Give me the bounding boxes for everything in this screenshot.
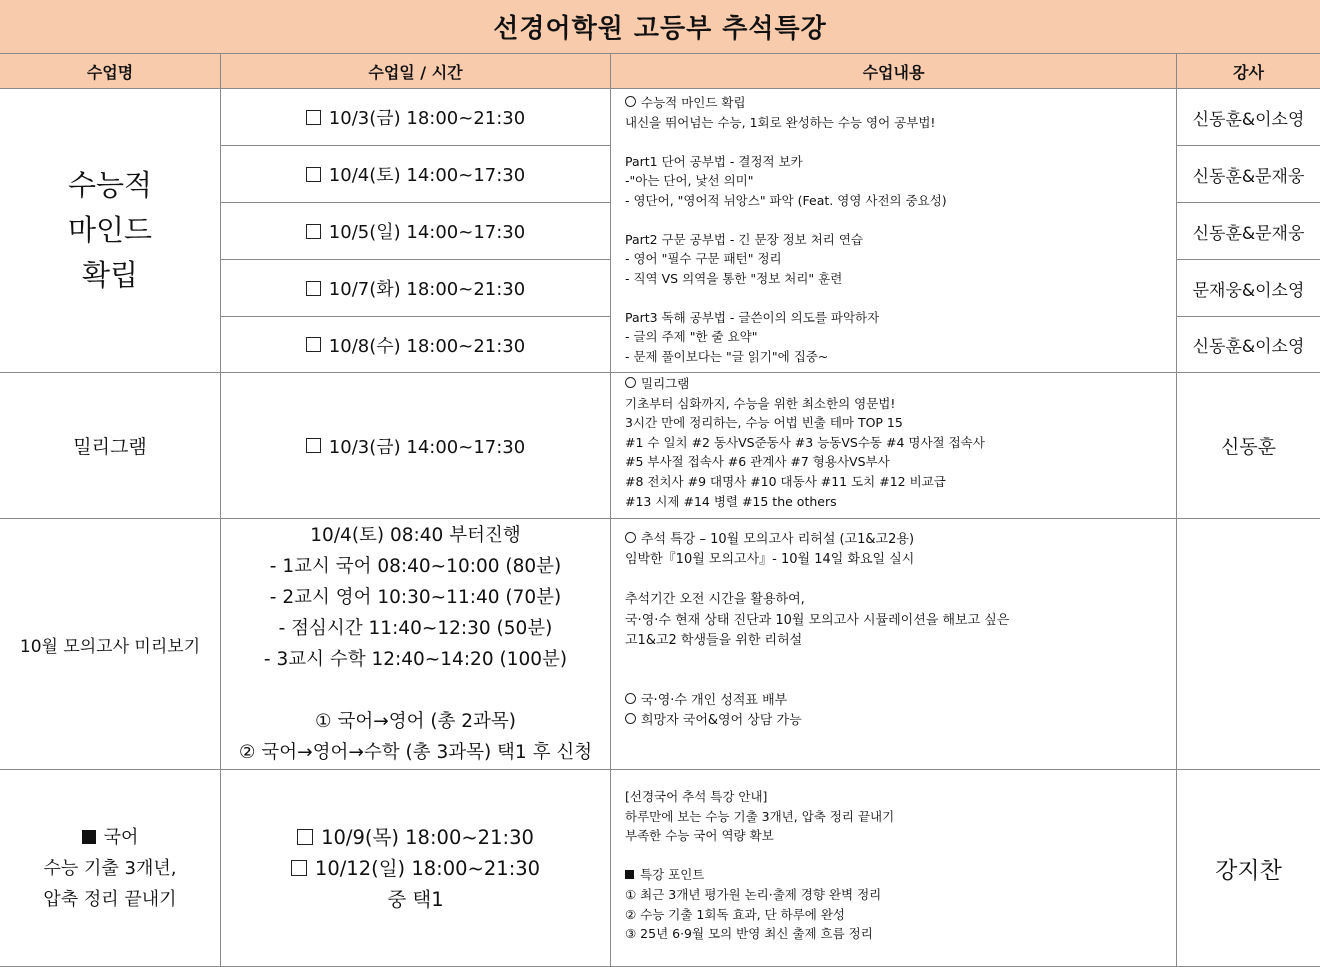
- course1-session-date: [221, 260, 611, 317]
- course1-content: [611, 89, 1177, 373]
- schedule-line: - 2교시 영어 10:30~11:40 (70분): [269, 587, 562, 608]
- content-line: 내신을 뛰어넘는 수능, 1회로 완성하는 수능 영어 공부법!: [625, 114, 936, 130]
- circle-bullet-icon: [625, 532, 636, 543]
- content-line: Part1 단어 공부법 - 결정적 보카: [625, 153, 803, 169]
- content-line: Part2 구문 공부법 - 긴 문장 정보 처리 연습: [625, 231, 863, 247]
- course4-name-line: [82, 822, 139, 853]
- content-text: 밀리그램: [641, 376, 690, 391]
- square-bullet-icon: [625, 870, 634, 879]
- content-line: - 문제 풀이보다는 "글 읽기"에 집중~: [625, 348, 829, 364]
- schedule-line: [291, 853, 540, 884]
- content-text: 추석 특강 – 10월 모의고사 리허설 (고1&고2용): [641, 532, 915, 547]
- course1-teacher: 신동훈&이소영: [1177, 317, 1320, 373]
- course2-teacher: 신동훈: [1177, 373, 1320, 519]
- content-text: 수능적 마인드 확립: [641, 95, 746, 110]
- content-line: 고1&고2 학생들을 위한 리허설: [625, 633, 803, 649]
- session-datetime: 10/5(일) 14:00~17:30: [328, 222, 526, 243]
- content-line: 3시간 만에 정리하는, 수능 어법 빈출 테마 TOP 15: [625, 415, 903, 431]
- header-course-name: 수업명: [0, 54, 221, 89]
- content-line: ② 수능 기출 1회독 효과, 단 하루에 완성: [625, 906, 845, 922]
- course1-name-line: 마인드: [67, 213, 153, 247]
- schedule-line: - 1교시 국어 08:40~10:00 (80분): [269, 556, 562, 577]
- content-line: [625, 691, 787, 711]
- circle-bullet-icon: [625, 693, 636, 704]
- circle-bullet-icon: [625, 96, 636, 107]
- course2-name: 밀리그램: [0, 373, 221, 519]
- content-line: [625, 374, 689, 394]
- checkbox-icon: [291, 860, 307, 876]
- schedule-line: - 3교시 수학 12:40~14:20 (100분): [263, 649, 568, 670]
- content-line: #1 수 일치 #2 동사VS준동사 #3 능동VS수동 #4 명사절 접속사: [625, 434, 985, 450]
- checkbox-icon: [306, 281, 321, 296]
- checkbox-icon: [306, 337, 321, 352]
- course3-schedule: [221, 519, 611, 770]
- course3-name: 10월 모의고사 미리보기: [0, 519, 221, 770]
- session-datetime: 10/3(금) 18:00~21:30: [328, 108, 526, 129]
- course4-name-text: 국어: [103, 826, 139, 848]
- course1-teacher: 문재웅&이소영: [1177, 260, 1320, 317]
- content-line: 국·영·수 현재 상태 진단과 10월 모의고사 시뮬레이션을 해보고 싶은: [625, 612, 1010, 628]
- content-line: 부족한 수능 국어 역량 확보: [625, 828, 774, 844]
- content-line: - 영어 "필수 구문 패턴" 정리: [625, 251, 782, 266]
- schedule-line: ① 국어→영어 (총 2과목): [314, 711, 517, 732]
- session-datetime: 10/9(목) 18:00~21:30: [321, 825, 534, 849]
- content-text: 희망자 국어&영어 상담 가능: [641, 713, 802, 729]
- content-line: #5 부사절 접속사 #6 관계사 #7 형용사VS부사: [625, 454, 890, 470]
- header-content: 수업내용: [611, 54, 1177, 89]
- content-line: 임박한『10월 모의고사』- 10월 14일 화요일 실시: [625, 552, 915, 568]
- course1-teacher: 신동훈&이소영: [1177, 89, 1320, 146]
- checkbox-icon: [306, 167, 321, 182]
- content-text: 국·영·수 개인 성적표 배부: [641, 692, 788, 708]
- content-line: #13 시제 #14 병렬 #15 the others: [625, 493, 837, 509]
- content-line: [선경국어 추석 특강 안내]: [625, 789, 768, 804]
- course1-name: [0, 89, 221, 373]
- checkbox-icon: [306, 224, 321, 239]
- page-title: 선경어학원 고등부 추석특강: [0, 0, 1320, 54]
- course1-teacher: 신동훈&문재웅: [1177, 203, 1320, 260]
- content-line: [625, 530, 914, 550]
- course2-content: [611, 373, 1177, 519]
- content-line: 추석기간 오전 시간을 활용하여,: [625, 592, 805, 608]
- course4-content: [611, 770, 1177, 967]
- course1-session-date: [221, 146, 611, 203]
- circle-bullet-icon: [625, 713, 636, 724]
- course4-name: [0, 770, 221, 967]
- schedule-line: - 점심시간 11:40~12:30 (50분): [278, 618, 553, 639]
- content-line: - 영단어, "영어적 뉘앙스" 파악 (Feat. 영영 사전의 중요성): [625, 192, 947, 208]
- checkbox-icon: [297, 829, 313, 845]
- schedule-line: 중 택1: [387, 887, 444, 911]
- course1-session-date: [221, 203, 611, 260]
- course1-name-line: 수능적: [67, 168, 153, 202]
- course3-teacher: [1177, 519, 1320, 770]
- course1-session-date: [221, 317, 611, 373]
- schedule-line: ② 국어→영어→수학 (총 3과목) 택1 후 신청: [238, 742, 593, 763]
- content-line: Part3 독해 공부법 - 글쓴이의 의도를 파악하자: [625, 309, 880, 325]
- header-date-time: 수업일 / 시간: [221, 54, 611, 89]
- course4-name-line: 압축 정리 끝내기: [43, 888, 177, 910]
- course4-schedule: [221, 770, 611, 967]
- course1-session-date: [221, 89, 611, 146]
- course1-name-line: 확립: [81, 258, 139, 292]
- checkbox-icon: [306, 438, 321, 453]
- course2-session-date: [221, 373, 611, 519]
- session-datetime: 10/4(토) 14:00~17:30: [328, 165, 526, 186]
- content-line: [625, 865, 704, 885]
- content-line: 기초부터 심화까지, 수능을 위한 최소한의 영문법!: [625, 395, 896, 411]
- session-datetime: 10/7(화) 18:00~21:30: [328, 279, 526, 300]
- circle-bullet-icon: [625, 377, 636, 388]
- course3-content: [611, 519, 1177, 770]
- session-datetime: 10/3(금) 14:00~17:30: [328, 436, 526, 458]
- content-text: 특강 포인트: [640, 867, 705, 883]
- content-line: [625, 93, 746, 113]
- content-line: - 글의 주제 "한 줄 요약": [625, 329, 758, 344]
- content-line: -"아는 단어, 낯선 의미": [625, 173, 754, 188]
- content-line: - 직역 VS 의역을 통한 "정보 처리" 훈련: [625, 270, 843, 286]
- content-line: [625, 711, 802, 731]
- session-datetime: 10/12(일) 18:00~21:30: [314, 856, 541, 880]
- content-line: #8 전치사 #9 대명사 #10 대동사 #11 도치 #12 비교급: [625, 473, 946, 489]
- content-line: ① 최근 3개년 평가원 논리·출제 경향 완벽 정리: [625, 886, 882, 902]
- schedule-line: 10/4(토) 08:40 부터진행: [310, 525, 521, 546]
- course4-teacher: 강지찬: [1177, 770, 1320, 967]
- content-line: ③ 25년 6·9월 모의 반영 최신 출제 흐름 정리: [625, 926, 873, 942]
- content-line: 하루만에 보는 수능 기출 3개년, 압축 정리 끝내기: [625, 808, 895, 824]
- schedule-line: [297, 822, 534, 853]
- square-bullet-icon: [82, 830, 96, 844]
- header-teacher: 강사: [1177, 54, 1320, 89]
- course1-teacher: 신동훈&문재웅: [1177, 146, 1320, 203]
- session-datetime: 10/8(수) 18:00~21:30: [328, 335, 526, 357]
- course4-name-line: 수능 기출 3개년,: [43, 857, 177, 879]
- checkbox-icon: [306, 110, 321, 125]
